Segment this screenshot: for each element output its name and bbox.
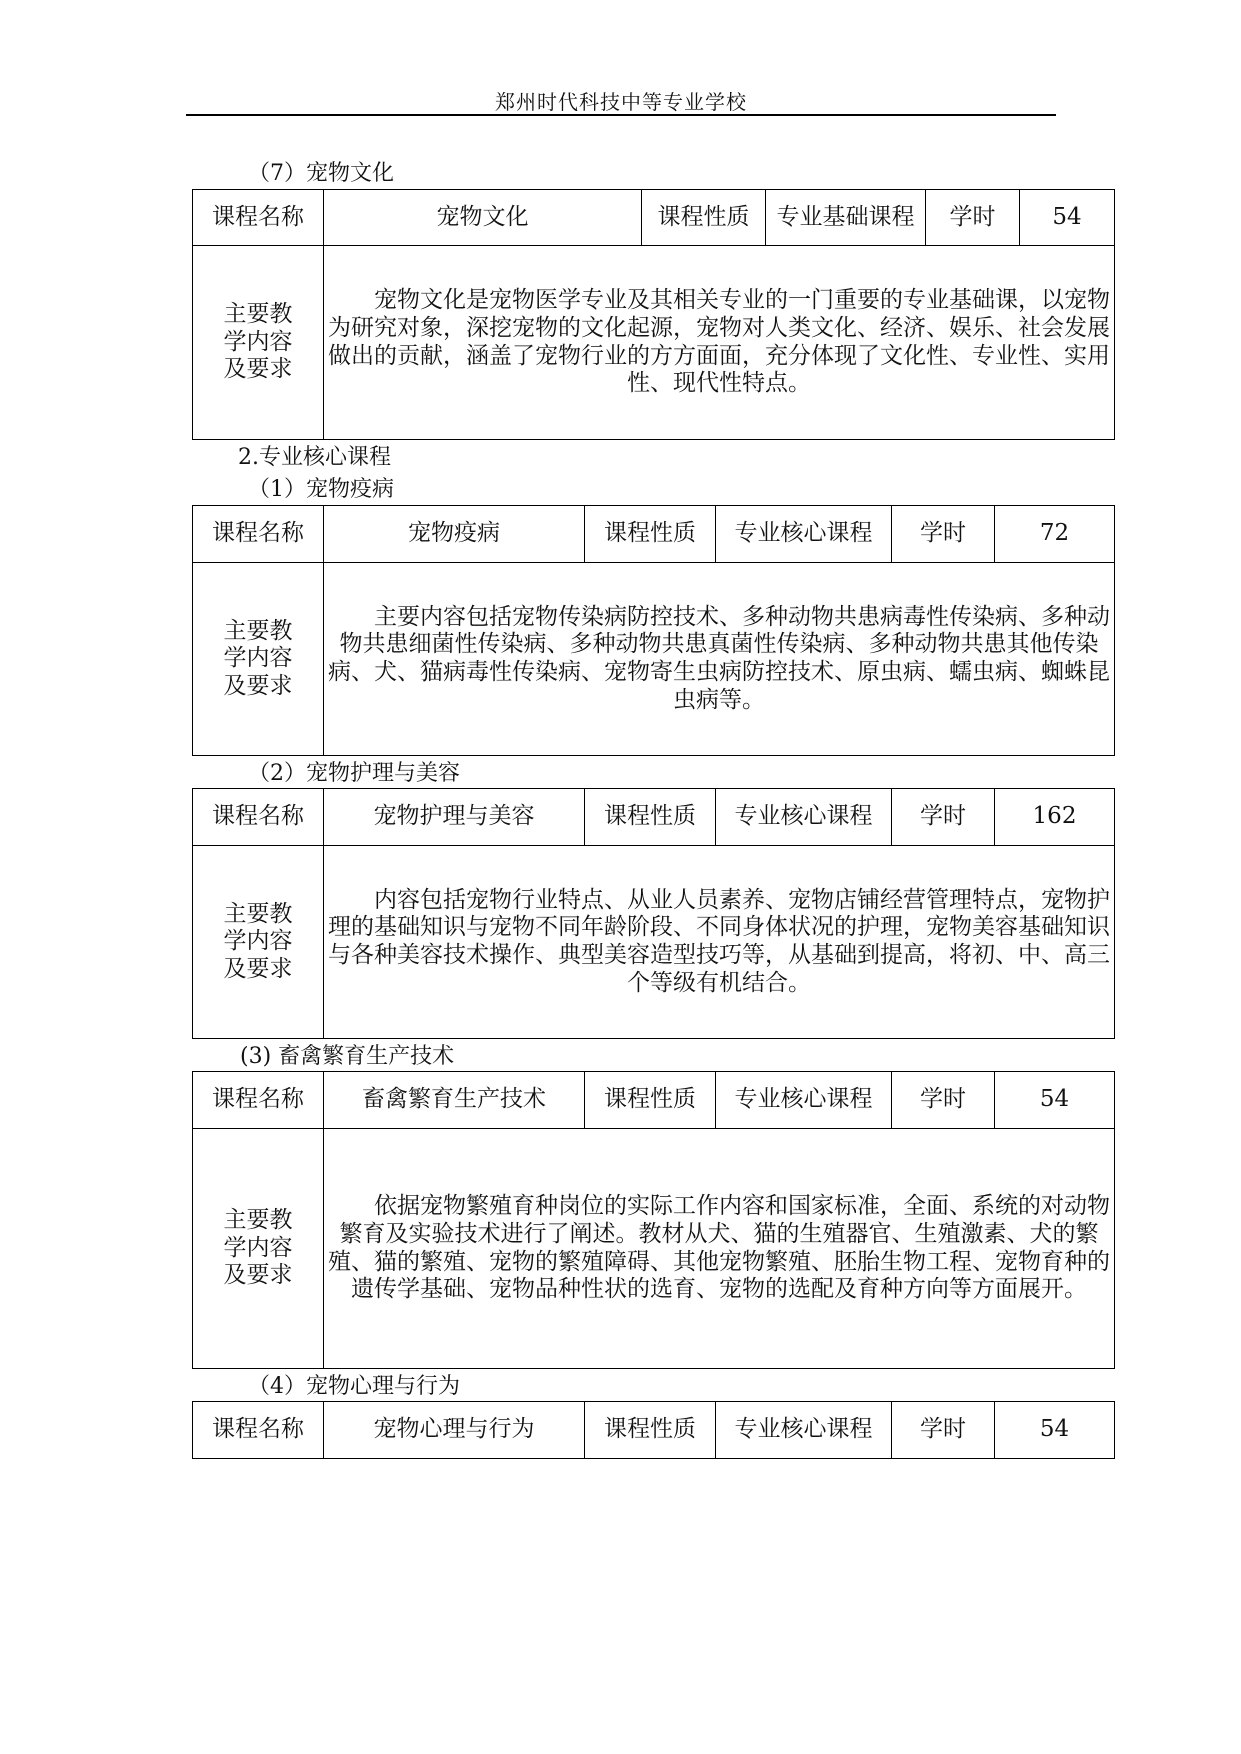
content-label-line: 学内容	[223, 1234, 293, 1261]
course-table	[192, 505, 1115, 756]
course-nature: 专业核心课程	[716, 1072, 892, 1129]
content-label-line: 主要教	[223, 1207, 293, 1234]
section-heading: （4）宠物心理与行为	[248, 1374, 460, 1399]
course-table	[192, 1071, 1115, 1369]
course-nature-label: 课程性质	[585, 1072, 716, 1129]
course-table	[192, 788, 1115, 1039]
course-hours: 72	[995, 506, 1115, 563]
section-heading: 2.专业核心课程	[238, 445, 391, 470]
course-hours: 54	[995, 1072, 1115, 1129]
course-header-row	[193, 789, 1115, 846]
course-name-label: 课程名称	[193, 1402, 324, 1459]
course-hours-label: 学时	[892, 1072, 995, 1129]
content-label	[193, 563, 324, 756]
course-content-row	[193, 846, 1115, 1039]
course-hours-label: 学时	[892, 1402, 995, 1459]
course-header-row	[193, 1402, 1115, 1459]
course-description-cell	[324, 246, 1115, 440]
course-name: 宠物文化	[324, 190, 642, 246]
course-name-label: 课程名称	[193, 1072, 324, 1129]
course-name: 宠物护理与美容	[324, 789, 585, 846]
section-heading: （1）宠物疫病	[248, 477, 394, 502]
course-name: 宠物疫病	[324, 506, 585, 563]
course-hours: 54	[995, 1402, 1115, 1459]
course-nature-label: 课程性质	[585, 789, 716, 846]
content-label-line: 及要求	[223, 672, 293, 699]
course-content-row	[193, 563, 1115, 756]
content-label-line: 学内容	[223, 328, 293, 355]
course-nature: 专业核心课程	[716, 789, 892, 846]
content-label-line: 主要教	[223, 900, 293, 927]
course-name-label: 课程名称	[193, 190, 324, 246]
course-hours-label: 学时	[892, 506, 995, 563]
content-label	[193, 846, 324, 1039]
course-description: 依据宠物繁殖育种岗位的实际工作内容和国家标准，全面、系统的对动物繁育及实验技术进行了阐述。教材从犬、猫的生殖器官、生殖激素、犬的繁殖、猫的繁殖、宠物的繁殖障碍、其他宠物繁殖、胚胎生物工程、宠物育种的遗传学基础、宠物品种性状的选育、宠物的选配及育种方向等方面展开。	[328, 1193, 1110, 1303]
content-label	[193, 1129, 324, 1369]
course-nature: 专业核心课程	[716, 1402, 892, 1459]
course-nature-label: 课程性质	[585, 1402, 716, 1459]
course-hours-label: 学时	[926, 190, 1020, 246]
course-description: 宠物文化是宠物医学专业及其相关专业的一门重要的专业基础课，以宠物为研究对象，深挖宠物的文化起源，宠物对人类文化、经济、娱乐、社会发展做出的贡献，涵盖了宠物行业的方方面面，充分体现了文化性、专业性、实用性、现代性特点。	[328, 287, 1110, 397]
course-hours: 162	[995, 789, 1115, 846]
content-label-line: 及要求	[223, 955, 293, 982]
course-description: 内容包括宠物行业特点、从业人员素养、宠物店铺经营管理特点，宠物护理的基础知识与宠物不同年龄阶段、不同身体状况的护理，宠物美容基础知识与各种美容技术操作、典型美容造型技巧等，从基础到提高，将初、中、高三个等级有机结合。	[328, 886, 1110, 996]
content-label-line: 及要求	[223, 356, 293, 383]
content-label-line: 学内容	[223, 928, 293, 955]
course-table	[192, 1401, 1115, 1459]
course-header-row	[193, 190, 1115, 246]
course-header-row	[193, 506, 1115, 563]
course-nature: 专业基础课程	[766, 190, 926, 246]
content-label-line: 及要求	[223, 1262, 293, 1289]
course-nature: 专业核心课程	[716, 506, 892, 563]
section-heading: （2）宠物护理与美容	[248, 761, 460, 786]
page-header: 郑州时代科技中等专业学校	[495, 90, 747, 114]
course-nature-label: 课程性质	[642, 190, 766, 246]
course-description-cell	[324, 563, 1115, 756]
course-content-row	[193, 1129, 1115, 1369]
course-name: 畜禽繁育生产技术	[324, 1072, 585, 1129]
course-description-cell	[324, 846, 1115, 1039]
header-rule	[186, 114, 1056, 116]
course-content-row	[193, 246, 1115, 440]
course-name-label: 课程名称	[193, 506, 324, 563]
course-hours: 54	[1020, 190, 1115, 246]
course-description-cell	[324, 1129, 1115, 1369]
course-name-label: 课程名称	[193, 789, 324, 846]
course-header-row	[193, 1072, 1115, 1129]
course-table	[192, 189, 1115, 440]
section-heading: （7）宠物文化	[248, 161, 394, 186]
content-label-line: 学内容	[223, 645, 293, 672]
content-label-line: 主要教	[223, 617, 293, 644]
course-nature-label: 课程性质	[585, 506, 716, 563]
course-name: 宠物心理与行为	[324, 1402, 585, 1459]
section-heading: (3) 畜禽繁育生产技术	[240, 1044, 455, 1069]
course-hours-label: 学时	[892, 789, 995, 846]
course-description: 主要内容包括宠物传染病防控技术、多种动物共患病毒性传染病、多种动物共患细菌性传染病、多种动物共患真菌性传染病、多种动物共患其他传染病、犬、猫病毒性传染病、宠物寄生虫病防控技术、原虫病、蠕虫病、蜘蛛昆虫病等。	[328, 603, 1110, 713]
content-label-line: 主要教	[223, 301, 293, 328]
content-label	[193, 246, 324, 440]
